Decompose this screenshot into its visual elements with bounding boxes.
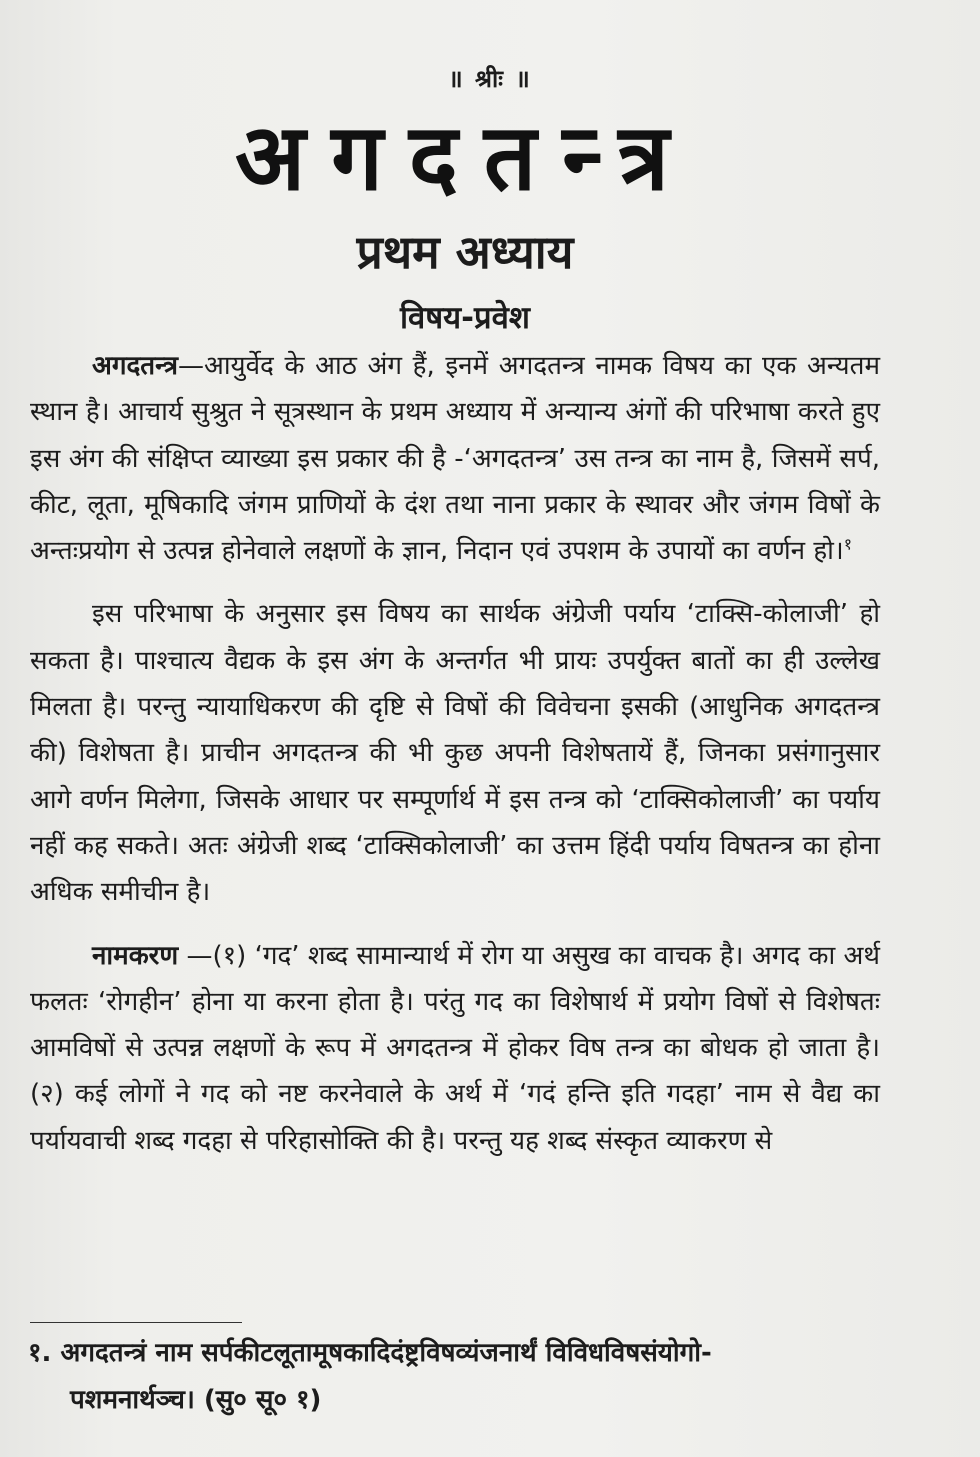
footnote-line-1: १. अगदतन्त्रं नाम सर्पकीटलूतामूषकादिदंष्ट्रविषव्यंजनार्थं विविधविषसंयोगो-: [28, 1338, 712, 1368]
footnote-marker: १: [843, 534, 853, 554]
footnote-line-2: पशमनार्थञ्च। (सु० सू० १): [70, 1385, 322, 1415]
footnote-divider: [30, 1322, 242, 1323]
body-text: [30, 343, 880, 1164]
invocation: ॥ श्रीः ॥: [448, 65, 532, 93]
paragraph-lead: नामकरण: [92, 940, 179, 971]
paragraph-text: —(१) ‘गद’ शब्द सामान्यार्थ में रोग या असुख का वाचक है। अगद का अर्थ फलतः ‘रोगहीन’ होना या करना होता है। परंतु गद का विशेषार्थ में प्रयोग विषों से विशेषतः आमविषों से उत्पन्न लक्षणों के रूप में अगदतन्त्र में होकर विष तन्त्र का बोधक हो जाता है। (२) कई लोगों ने गद को नष्ट करनेवाले के अर्थ में ‘गदं हन्ति इति गदहा’ नाम से वैद्य का पर्यायवाची शब्द गदहा से परिहासोक्ति की है। परन्तु यह शब्द संस्कृत व्याकरण से: [30, 940, 880, 1156]
paragraph-intro: [30, 343, 880, 574]
paragraph-text: —आयुर्वेद के आठ अंग हैं, इनमें अगदतन्त्र नामक विषय का एक अन्यतम स्थान है। आचार्य सुश्रुत ने सूत्रस्थान के प्रथम अध्याय में अन्यान्य अंगों की परिभाषा करते हुए इस अंग की संक्षिप्त व्याख्या इस प्रकार की है -‘अगदतन्त्र’ उस तन्त्र का नाम है, जिसमें सर्प, कीट, लूता, मूषिकादि जंगम प्राणियों के दंश तथा नाना प्रकार के स्थावर और जंगम विषों के अन्तःप्रयोग से उत्पन्न होनेवाले लक्षणों के ज्ञान, निदान एवं उपशम के उपायों का वर्णन हो।: [30, 351, 880, 567]
paragraph-definition: इस परिभाषा के अनुसार इस विषय का सार्थक अंग्रेजी पर्याय ‘टाक्सि-कोलाजी’ हो सकता है। पाश्चात्य वैद्यक के इस अंग के अन्तर्गत भी प्रायः उपर्युक्त बातों का ही उल्लेख मिलता है। परन्तु न्यायाधिकरण की दृष्टि से विषों की विवेचना इसकी (आधुनिक अगदतन्त्र की) विशेषता है। प्राचीन अगदतन्त्र की भी कुछ अपनी विशेषतायें हैं, जिनका प्रसंगानुसार आगे वर्णन मिलेगा, जिसके आधार पर सम्पूर्णार्थ में इस तन्त्र को ‘टाक्सिकोलाजी’ का पर्याय नहीं कह सकते। अतः अंग्रेजी शब्द ‘टाक्सिकोलाजी’ का उत्तम हिंदी पर्याय विषतन्त्र का होना अधिक समीचीन है।: [30, 599, 880, 908]
footnote: [28, 1330, 888, 1424]
book-title: अगदतन्त्र: [234, 104, 696, 211]
section-title: विषय-प्रवेश: [400, 300, 530, 336]
paragraph-naming: [30, 933, 880, 1164]
chapter-title: प्रथम अध्याय: [356, 225, 574, 279]
paragraph-lead: अगदतन्त्र: [92, 351, 178, 381]
